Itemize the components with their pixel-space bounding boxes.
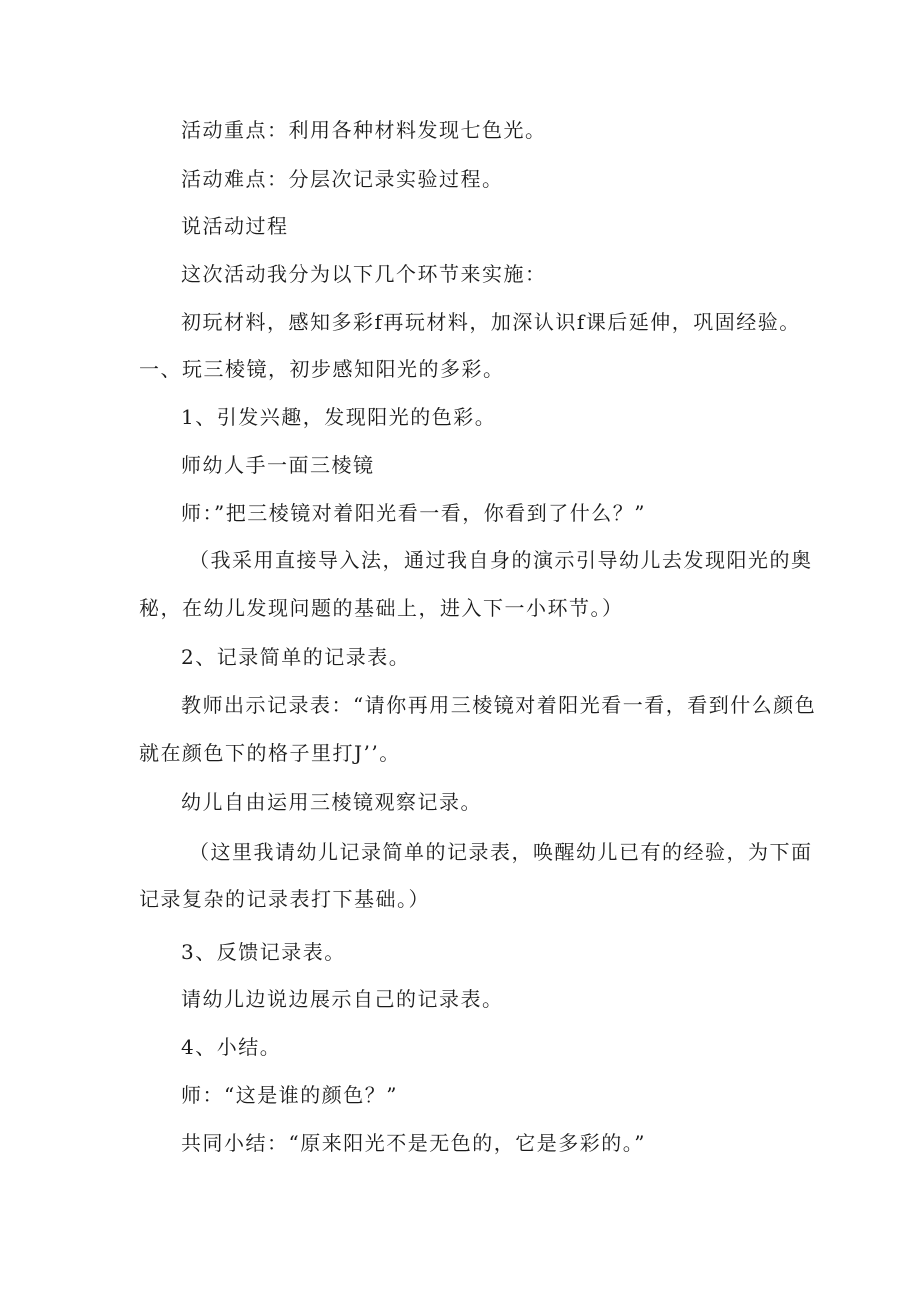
- paragraph-line: 就在颜色下的格子里打J’’。: [139, 741, 401, 765]
- paragraph-line: 初玩材料，感知多彩f再玩材料，加深认识f课后延伸，巩固经验。: [181, 310, 801, 334]
- paragraph-line: 请幼儿边说边展示自己的记录表。: [181, 987, 504, 1011]
- paragraph-line: 师幼人手一面三棱镜: [181, 453, 375, 477]
- key-point-line: 活动重点：利用各种材料发现七色光。: [181, 118, 547, 142]
- paragraph-line: 这次活动我分为以下几个环节来实施：: [181, 262, 547, 286]
- paragraph-line: 师：“这是谁的颜色？”: [181, 1083, 398, 1107]
- step-heading: 4、小结。: [181, 1035, 282, 1059]
- step-heading: 1、引发兴趣，发现阳光的色彩。: [181, 405, 497, 429]
- paragraph-line: （我采用直接导入法，通过我自身的演示引导幼儿去发现阳光的奥: [189, 548, 813, 572]
- paragraph-line: 师：”把三棱镜对着阳光看一看，你看到了什么？”: [181, 501, 646, 525]
- step-heading: 2、记录简单的记录表。: [181, 645, 411, 669]
- paragraph-line: 共同小结：“原来阳光不是无色的，它是多彩的。”: [181, 1131, 646, 1155]
- subsection-heading: 一、玩三棱镜，初步感知阳光的多彩。: [139, 357, 505, 381]
- paragraph-line: 教师出示记录表：“请你再用三棱镜对着阳光看一看，看到什么颜色: [181, 693, 817, 717]
- paragraph-line: （这里我请幼儿记录简单的记录表，唤醒幼儿已有的经验，为下面: [189, 840, 813, 864]
- difficulty-line: 活动难点：分层次记录实验过程。: [181, 167, 504, 191]
- paragraph-line: 秘，在幼儿发现问题的基础上，进入下一小环节。）: [139, 596, 624, 620]
- step-heading: 3、反馈记录表。: [181, 940, 346, 964]
- paragraph-line: 记录复杂的记录表打下基础。）: [139, 887, 430, 911]
- paragraph-line: 幼儿自由运用三棱镜观察记录。: [181, 790, 482, 814]
- section-heading: 说活动过程: [181, 214, 289, 238]
